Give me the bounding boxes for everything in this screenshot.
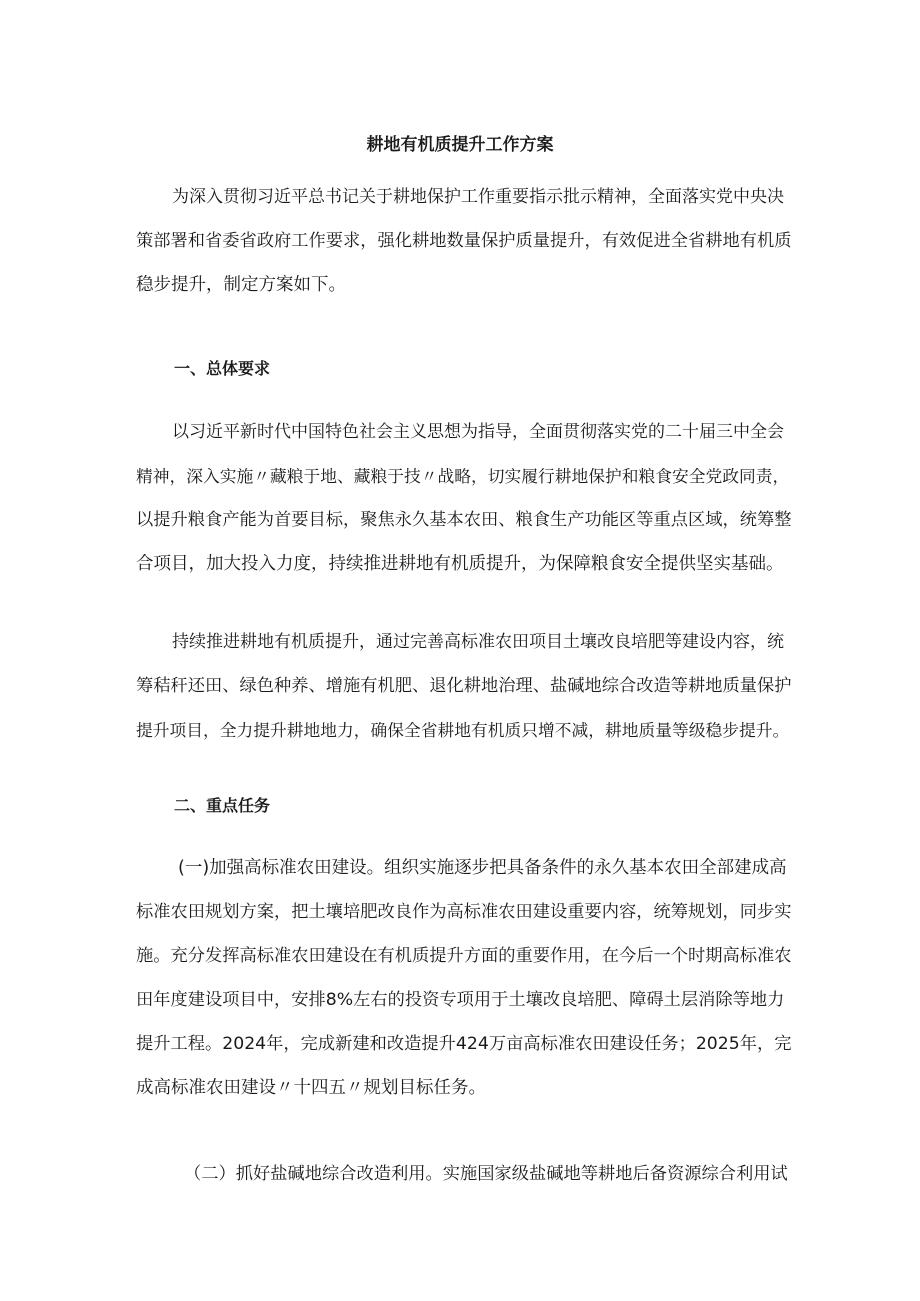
paragraph-line: 合项目，加大投入力度，持续推进耕地有机质提升，为保障粮食安全提供坚实基础。 [136,554,784,574]
paragraph-line: 以提升粮食产能为首要目标，聚焦永久基本农田、粮食生产功能区等重点区域，统筹整 [136,510,792,530]
paragraph-line: 提升工程。2024年，完成新建和改造提升424万亩高标准农田建设任务；2025年，完 [136,1034,792,1054]
task-2-paragraph [136,1152,792,1196]
general-requirements-paragraph-2 [136,620,792,752]
paragraph-line: 筹秸秆还田、绿色种养、增施有机肥、退化耕地治理、盐碱地综合改造等耕地质量保护 [136,676,792,696]
paragraph-line: 持续推进耕地有机质提升，通过完善高标准农田项目土壤改良培肥等建设内容，统 [172,632,784,652]
general-requirements-paragraph-1 [136,410,792,586]
section-heading-general-requirements: 一、总体要求 [174,359,271,378]
section-heading-key-tasks: 二、重点任务 [174,796,271,815]
paragraph-line: 稳步提升，制定方案如下。 [136,275,346,295]
paragraph-line: 田年度建设项目中，安排8%左右的投资专项用于土壤改良培肥、障碍土层消除等地力 [136,990,785,1010]
paragraph-line: 标准农田规划方案，把土壤培肥改良作为高标准农田建设重要内容，统筹规划，同步实 [136,902,792,922]
paragraph-line: 施。充分发挥高标准农田建设在有机质提升方面的重要作用，在今后一个时期高标准农 [136,946,792,966]
task-1-paragraph [136,846,792,1110]
paragraph-line: 策部署和省委省政府工作要求，强化耕地数量保护质量提升，有效促进全省耕地有机质 [136,231,792,251]
paragraph-line: (一)加强高标准农田建设。组织实施逐步把具备条件的永久基本农田全部建成高 [178,858,787,878]
paragraph-line: 精神，深入实施〃藏粮于地、藏粮于技〃战略，切实履行耕地保护和粮食安全党政同责， [136,466,790,486]
document-title: 耕地有机质提升工作方案 [366,135,554,155]
paragraph-line: 以习近平新时代中国特色社会主义思想为指导，全面贯彻落实党的二十届三中全会 [172,422,784,442]
paragraph-line: 为深入贯彻习近平总书记关于耕地保护工作重要指示批示精神，全面落实党中央决 [172,187,784,207]
paragraph-line: 提升项目，全力提升耕地地力，确保全省耕地有机质只增不减，耕地质量等级稳步提升。 [136,720,790,740]
intro-paragraph [136,175,792,307]
paragraph-line: 成高标准农田建设〃十四五〃规划目标任务。 [136,1078,486,1098]
paragraph-line: （二）抓好盐碱地综合改造利用。实施国家级盐碱地等耕地后备资源综合利用试 [184,1164,788,1184]
